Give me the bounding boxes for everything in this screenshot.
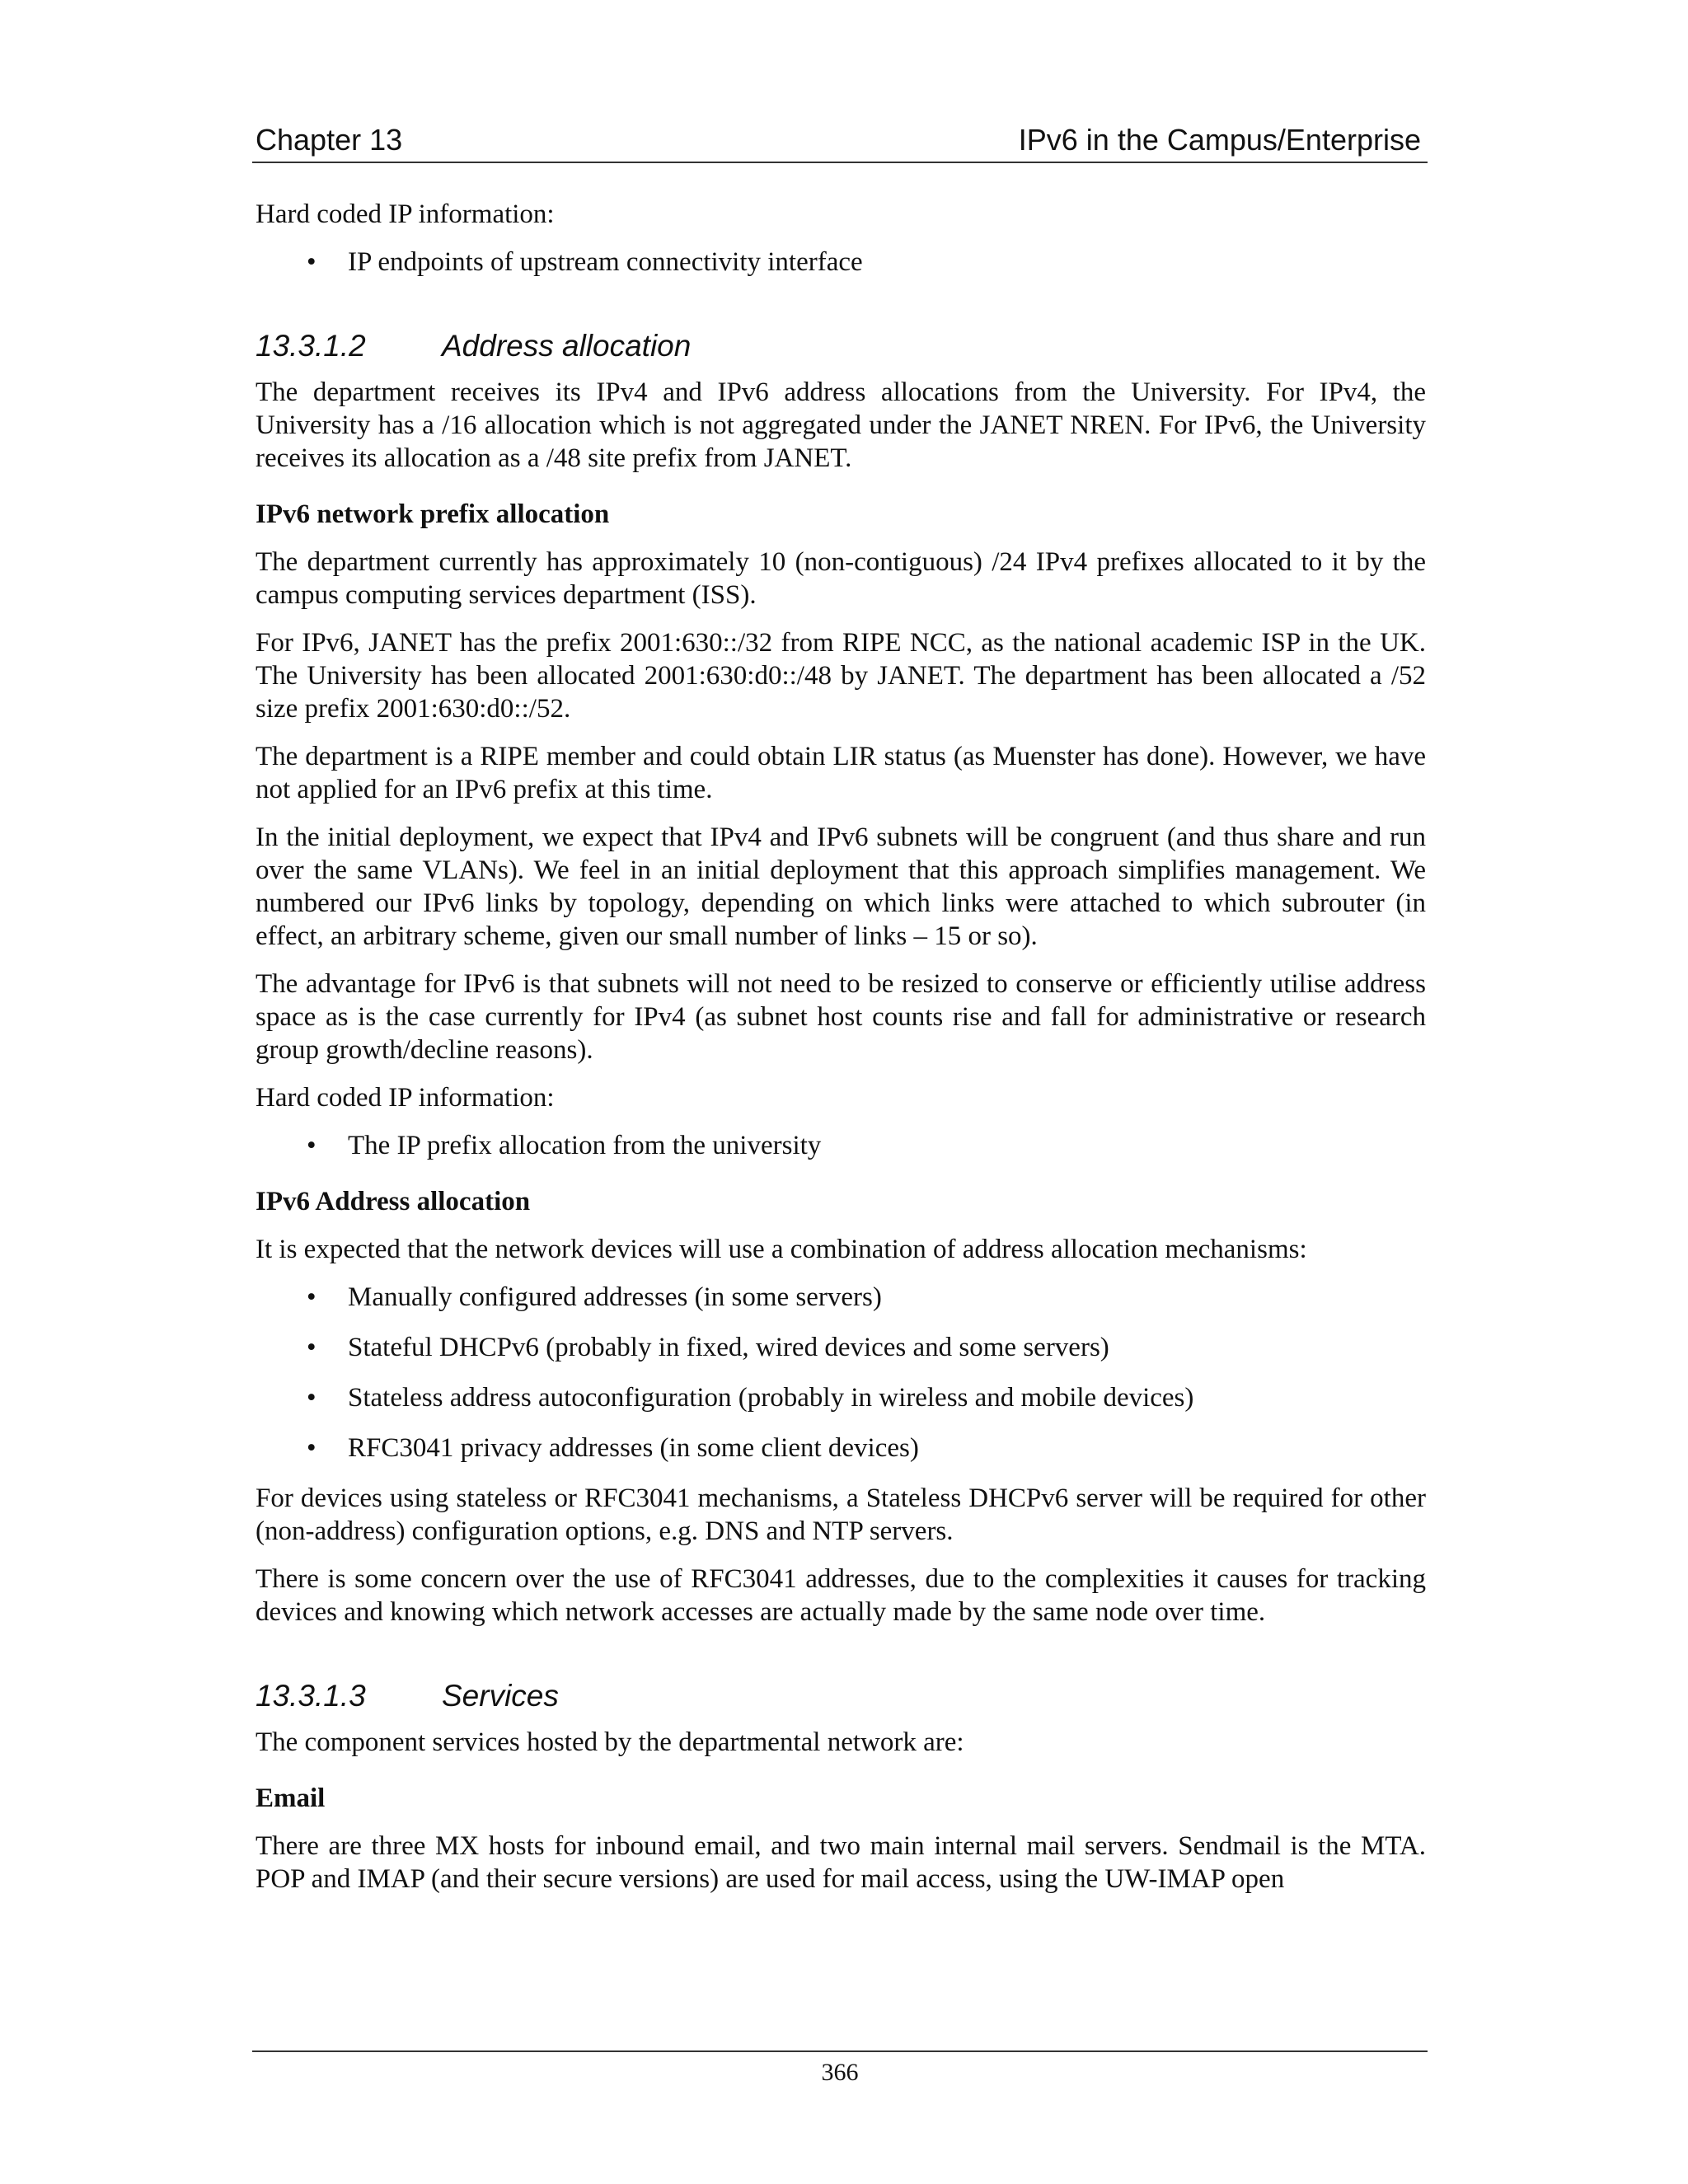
chapter-label: Chapter 13 <box>256 123 403 157</box>
list-item-text: The IP prefix allocation from the university <box>348 1131 822 1160</box>
page-number: 366 <box>821 2059 859 2086</box>
section-heading <box>256 328 1426 364</box>
list-item <box>256 246 1426 279</box>
bullet-icon: • <box>307 1433 316 1463</box>
list-item-text: RFC3041 privacy addresses (in some client devices) <box>348 1433 919 1463</box>
list-item <box>256 1129 1426 1162</box>
bullet-icon: • <box>307 247 316 277</box>
paragraph: The department currently has approximately 10 (non-contiguous) /24 IPv4 prefixes allocated to it by the campus computing services department (ISS). <box>256 547 1426 610</box>
paragraph: Hard coded IP information: <box>256 199 555 229</box>
list-item <box>256 1432 1426 1465</box>
paragraph: The department is a RIPE member and could obtain LIR status (as Muenster has done). However, we have not applied for an IPv6 prefix at this time. <box>256 742 1426 804</box>
section-number: 13.3.1.3 <box>256 1679 366 1713</box>
paragraph: It is expected that the network devices will use a combination of address allocation mechanisms: <box>256 1235 1307 1264</box>
subheading: IPv6 network prefix allocation <box>256 499 610 529</box>
bullet-icon: • <box>307 1333 316 1362</box>
bullet-icon: • <box>307 1131 316 1160</box>
list-item <box>256 1281 1426 1314</box>
list-item-text: Manually configured addresses (in some servers) <box>348 1282 882 1312</box>
bullet-list <box>256 246 1426 279</box>
section-number: 13.3.1.2 <box>256 329 366 363</box>
paragraph: The advantage for IPv6 is that subnets will not need to be resized to conserve or efficiently utilise address space as is the case currently for IPv4 (as subnet host counts rise and fall for administrative or research group growth/decline reasons). <box>256 969 1426 1065</box>
section-heading <box>256 1678 1426 1714</box>
page-footer <box>252 2050 1428 2087</box>
paragraph: For IPv6, JANET has the prefix 2001:630::/32 from RIPE NCC, as the national academic ISP in the UK. The University has been allocated 2001:630:d0::/48 by JANET. The department has been allocated a /52 size prefix 2001:630:d0::/52. <box>256 628 1426 724</box>
page-header <box>252 124 1428 163</box>
paragraph: The department receives its IPv4 and IPv6 address allocations from the University. For IPv4, the University has a /16 allocation which is not aggregated under the JANET NREN. For IPv6, the University receives its allocation as a /48 site prefix from JANET. <box>256 377 1426 473</box>
list-item <box>256 1381 1426 1414</box>
list-item-text: IP endpoints of upstream connectivity interface <box>348 247 863 277</box>
bullet-list <box>256 1129 1426 1162</box>
paragraph: In the initial deployment, we expect that IPv4 and IPv6 subnets will be congruent (and thus share and run over the same VLANs). We feel in an initial deployment that this approach simplifies management. We numbered our IPv6 links by topology, depending on which links were attached to which subrouter (in effect, an arbitrary scheme, given our small number of links – 15 or so). <box>256 823 1426 951</box>
paragraph: For devices using stateless or RFC3041 mechanisms, a Stateless DHCPv6 server will be required for other (non-address) configuration options, e.g. DNS and NTP servers. <box>256 1483 1426 1546</box>
bullet-icon: • <box>307 1282 316 1312</box>
paragraph: Hard coded IP information: <box>256 1083 555 1113</box>
list-item-text: Stateful DHCPv6 (probably in fixed, wired devices and some servers) <box>348 1333 1109 1362</box>
bullet-icon: • <box>307 1383 316 1413</box>
list-item <box>256 1331 1426 1364</box>
chapter-title: IPv6 in the Campus/Enterprise <box>1018 123 1421 157</box>
section-title: Address allocation <box>442 329 692 363</box>
bullet-list <box>256 1281 1426 1465</box>
page-body <box>256 198 1426 1910</box>
subheading: Email <box>256 1783 326 1813</box>
list-item-text: Stateless address autoconfiguration (probably in wireless and mobile devices) <box>348 1383 1194 1413</box>
paragraph: The component services hosted by the departmental network are: <box>256 1727 964 1757</box>
paragraph: There is some concern over the use of RFC3041 addresses, due to the complexities it causes for tracking devices and knowing which network accesses are actually made by the same node over time. <box>256 1564 1426 1627</box>
paragraph: There are three MX hosts for inbound email, and two main internal mail servers. Sendmail is the MTA. POP and IMAP (and their secure versions) are used for mail access, using the UW-IMAP open <box>256 1831 1426 1894</box>
section-title: Services <box>442 1679 559 1713</box>
subheading: IPv6 Address allocation <box>256 1187 531 1216</box>
